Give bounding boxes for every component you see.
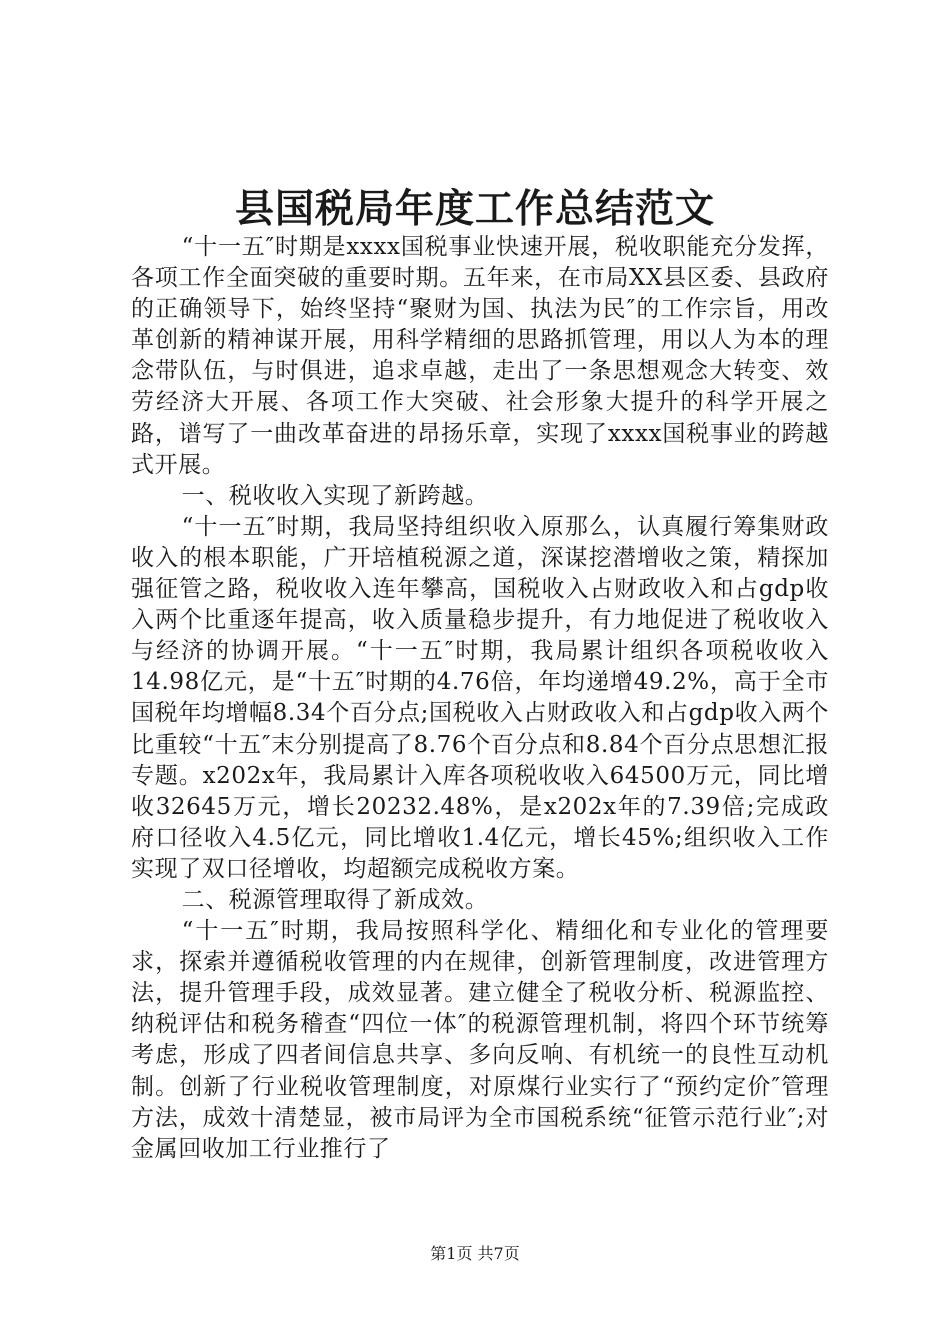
section-heading-2: 二、税源管理取得了新成效。 [181,886,489,913]
paragraph-tax-revenue: “十一五″时期，我局坚持组织收入原那么，认真履行筹集财政收入的根本职能，广开培植税源之道，深谋挖潜增收之策，精探加强征管之路，税收收入连年攀高，国税收入占财政收入和占gdp收入两个比重逐年提高，收入质量稳步提升，有力地促进了税收收入与经济的协调开展。“十一五″时期，我局累计组织各项税收收入14.98亿元，是“十五″时期的4.76倍，年均递增49.2%，高于全市国税年均增幅8.34个百分点;国税收入占财政收入和占gdp收入两个比重较“十五″末分别提高了8.76个百分点和8.84个百分点思想汇报专题。x202x年，我局累计入库各项税收收入64500万元，同比增收32645万元，增长20232.48%，是x202x年的7.39倍;完成政府口径收入4.5亿元，同比增收1.4亿元，增长45%;组织收入工作实现了双口径增收，均超额完成税收方案。 [131,513,829,882]
section-heading-1: 一、税收收入实现了新跨越。 [181,482,489,509]
document-title: 县国税局年度工作总结范文 [234,186,715,232]
paragraph-tax-source: “十一五″时期，我局按照科学化、精细化和专业化的管理要求，探索并遵循税收管理的内在规律，创新管理制度，改进管理方法，提升管理手段，成效显著。建立健全了税收分析、税源监控、纳税评估和税务稽查“四位一体″的税源管理机制，将四个环节统筹考虑，形成了四者间信息共享、多向反响、有机统一的良性互动机制。创新了行业税收管理制度，对原煤行业实行了“预约定价″管理方法，成效十清楚显，被市局评为全市国税系统“征管示范行业″;对金属回收加工行业推行了 [131,918,829,1162]
paragraph-intro: “十一五″时期是xxxx国税事业快速开展，税收职能充分发挥，各项工作全面突破的重要时期。五年来，在市局XX县区委、县政府的正确领导下，始终坚持“聚财为国、执法为民″的工作宗旨，用改革创新的精神谋开展，用科学精细的思路抓管理，用以人为本的理念带队伍，与时俱进，追求卓越，走出了一条思想观念大转变、效劳经济大开展、各项工作大突破、社会形象大提升的科学开展之路，谱写了一曲改革奋进的昂扬乐章，实现了xxxx国税事业的跨越式开展。 [131,234,829,478]
document-body [131,232,829,1165]
page-footer: 第1页 共7页 [430,1244,520,1263]
